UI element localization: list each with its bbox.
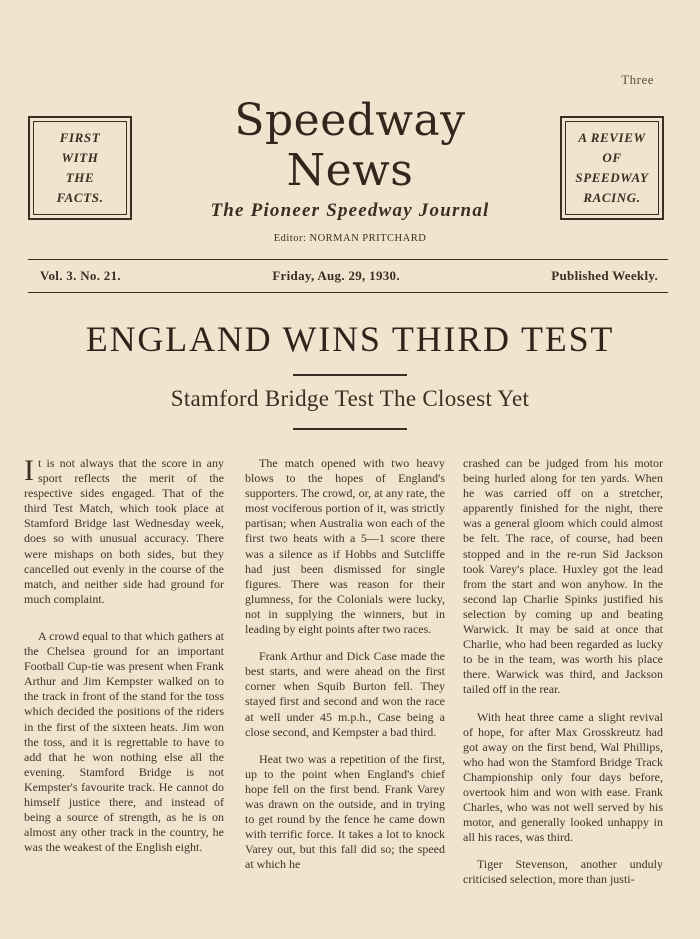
- masthead-line-2: News: [286, 145, 414, 196]
- article-paragraph: The match opened with two heavy blows to the hopes of England's supporters. The crowd, or, at any rate, the most vociferous portion of it, was strictly partisan; when Australia won each of the first two heats with a 5—1 score there was a silence as if Hobbs and Sutcliffe had just been dismissed for single figures. There was reason for their glumness, for the Colonials were lucky, not in supplying the winners, but in leading by eight points after two races.: [245, 456, 445, 637]
- subheadline-rule: [293, 428, 407, 430]
- article-paragraph: Heat two was a repetition of the first, up to the point when England's chief hope fell on the first bend. Frank Varey was drawn on the outside, and in trying to get round by the fence he came down with terrific force. It takes a lot to knock Varey out, but this fall did so; the speed at which he: [245, 751, 445, 872]
- article-paragraph: It is not always that the score in any sport reflects the merit of the respective sides engaged. That of the third Test Match, which took place at Stamford Bridge last Wednesday week, does so with unusual accuracy. There were mishaps on both sides, but they cancelled out evenly in the course of the match, and neither side had ground for much complaint.: [24, 454, 224, 606]
- article-paragraph: A crowd equal to that which gathers at the Chelsea ground for an important Football Cup-tie was present when Frank Arthur and Jim Kempster walked on to the track in front of the stand for the toss which decided the positions of the riders in the first of the sixteen heats. Jim won the toss, and it is regrettable to have to add that he won nothing else all the evening. Stamford Bridge is not Kempster's favourite track. He cannot do himself justice there, and instead of being a source of strength, as he is on almost any other track in the country, he was the weakest of the English eight.: [24, 628, 224, 855]
- issue-info-row: [40, 268, 658, 284]
- right-box-line: OF: [602, 150, 622, 165]
- left-box-line: FIRST: [59, 130, 101, 145]
- right-box-line: RACING.: [583, 190, 641, 205]
- tagline: The Pioneer Speedway Journal: [210, 200, 490, 221]
- bottom-divider: [28, 292, 668, 293]
- editor-credit: Editor: NORMAN PRITCHARD: [273, 233, 427, 244]
- right-box-line: SPEEDWAY: [575, 170, 649, 185]
- top-divider: [28, 259, 668, 260]
- drop-cap: I: [24, 454, 34, 487]
- article-column-1: [24, 456, 224, 867]
- article-column-2: [245, 456, 445, 884]
- article-paragraph: Tiger Stevenson, another unduly criticised selection, more than justi-: [463, 857, 663, 887]
- headline: ENGLAND WINS THIRD TEST: [85, 319, 615, 359]
- left-box-line: THE: [65, 170, 95, 185]
- subheadline: Stamford Bridge Test The Closest Yet: [170, 386, 530, 411]
- article-paragraph: With heat three came a slight revival of hope, for after Max Grosskreutz had got away on the first bend, Wal Phillips, who had won the Stamford Bridge Track Championship only four days before, overtook him and won with ease. Frank Charles, who was not well served by his motor, and generally looked unhappy in all his races, was third.: [463, 709, 663, 845]
- right-box-line: A REVIEW: [578, 130, 646, 145]
- left-box-line: FACTS.: [56, 190, 104, 205]
- masthead-title: [0, 96, 700, 196]
- left-box-line: WITH: [61, 150, 99, 165]
- page-number: Three: [621, 72, 654, 87]
- volume-number: Vol. 3. No. 21.: [40, 268, 121, 283]
- article-paragraph: crashed can be judged from his motor being hurled along for ten yards. When he was carried off on a stretcher, apparently finished for the night, there was a general gloom which could almost be felt. The race, of course, had been stopped and in the re-run Sid Jackson took Varey's place. Huxley got the lead from the start and won anyhow. In the second lap Charlie Spinks justified his selection by coming up and beating Warwick. It may be said at once that Charlie, who had been regarded as lucky to be in the team, was worth his place there. Warwick was third, and Jackson tailed off in the rear.: [463, 456, 663, 697]
- publication-frequency: Published Weekly.: [551, 268, 658, 283]
- masthead-line-1: Speedway: [234, 95, 466, 146]
- headline-rule: [293, 374, 407, 376]
- article-column-3: [463, 456, 663, 900]
- article-paragraph: Frank Arthur and Dick Case made the best starts, and were ahead on the first corner when Squib Burton fell. They stayed first and second and won the race at well under 45 m.p.h., Case being a close second, and Kempster a bad third.: [245, 649, 445, 739]
- issue-date: Friday, Aug. 29, 1930.: [272, 268, 400, 283]
